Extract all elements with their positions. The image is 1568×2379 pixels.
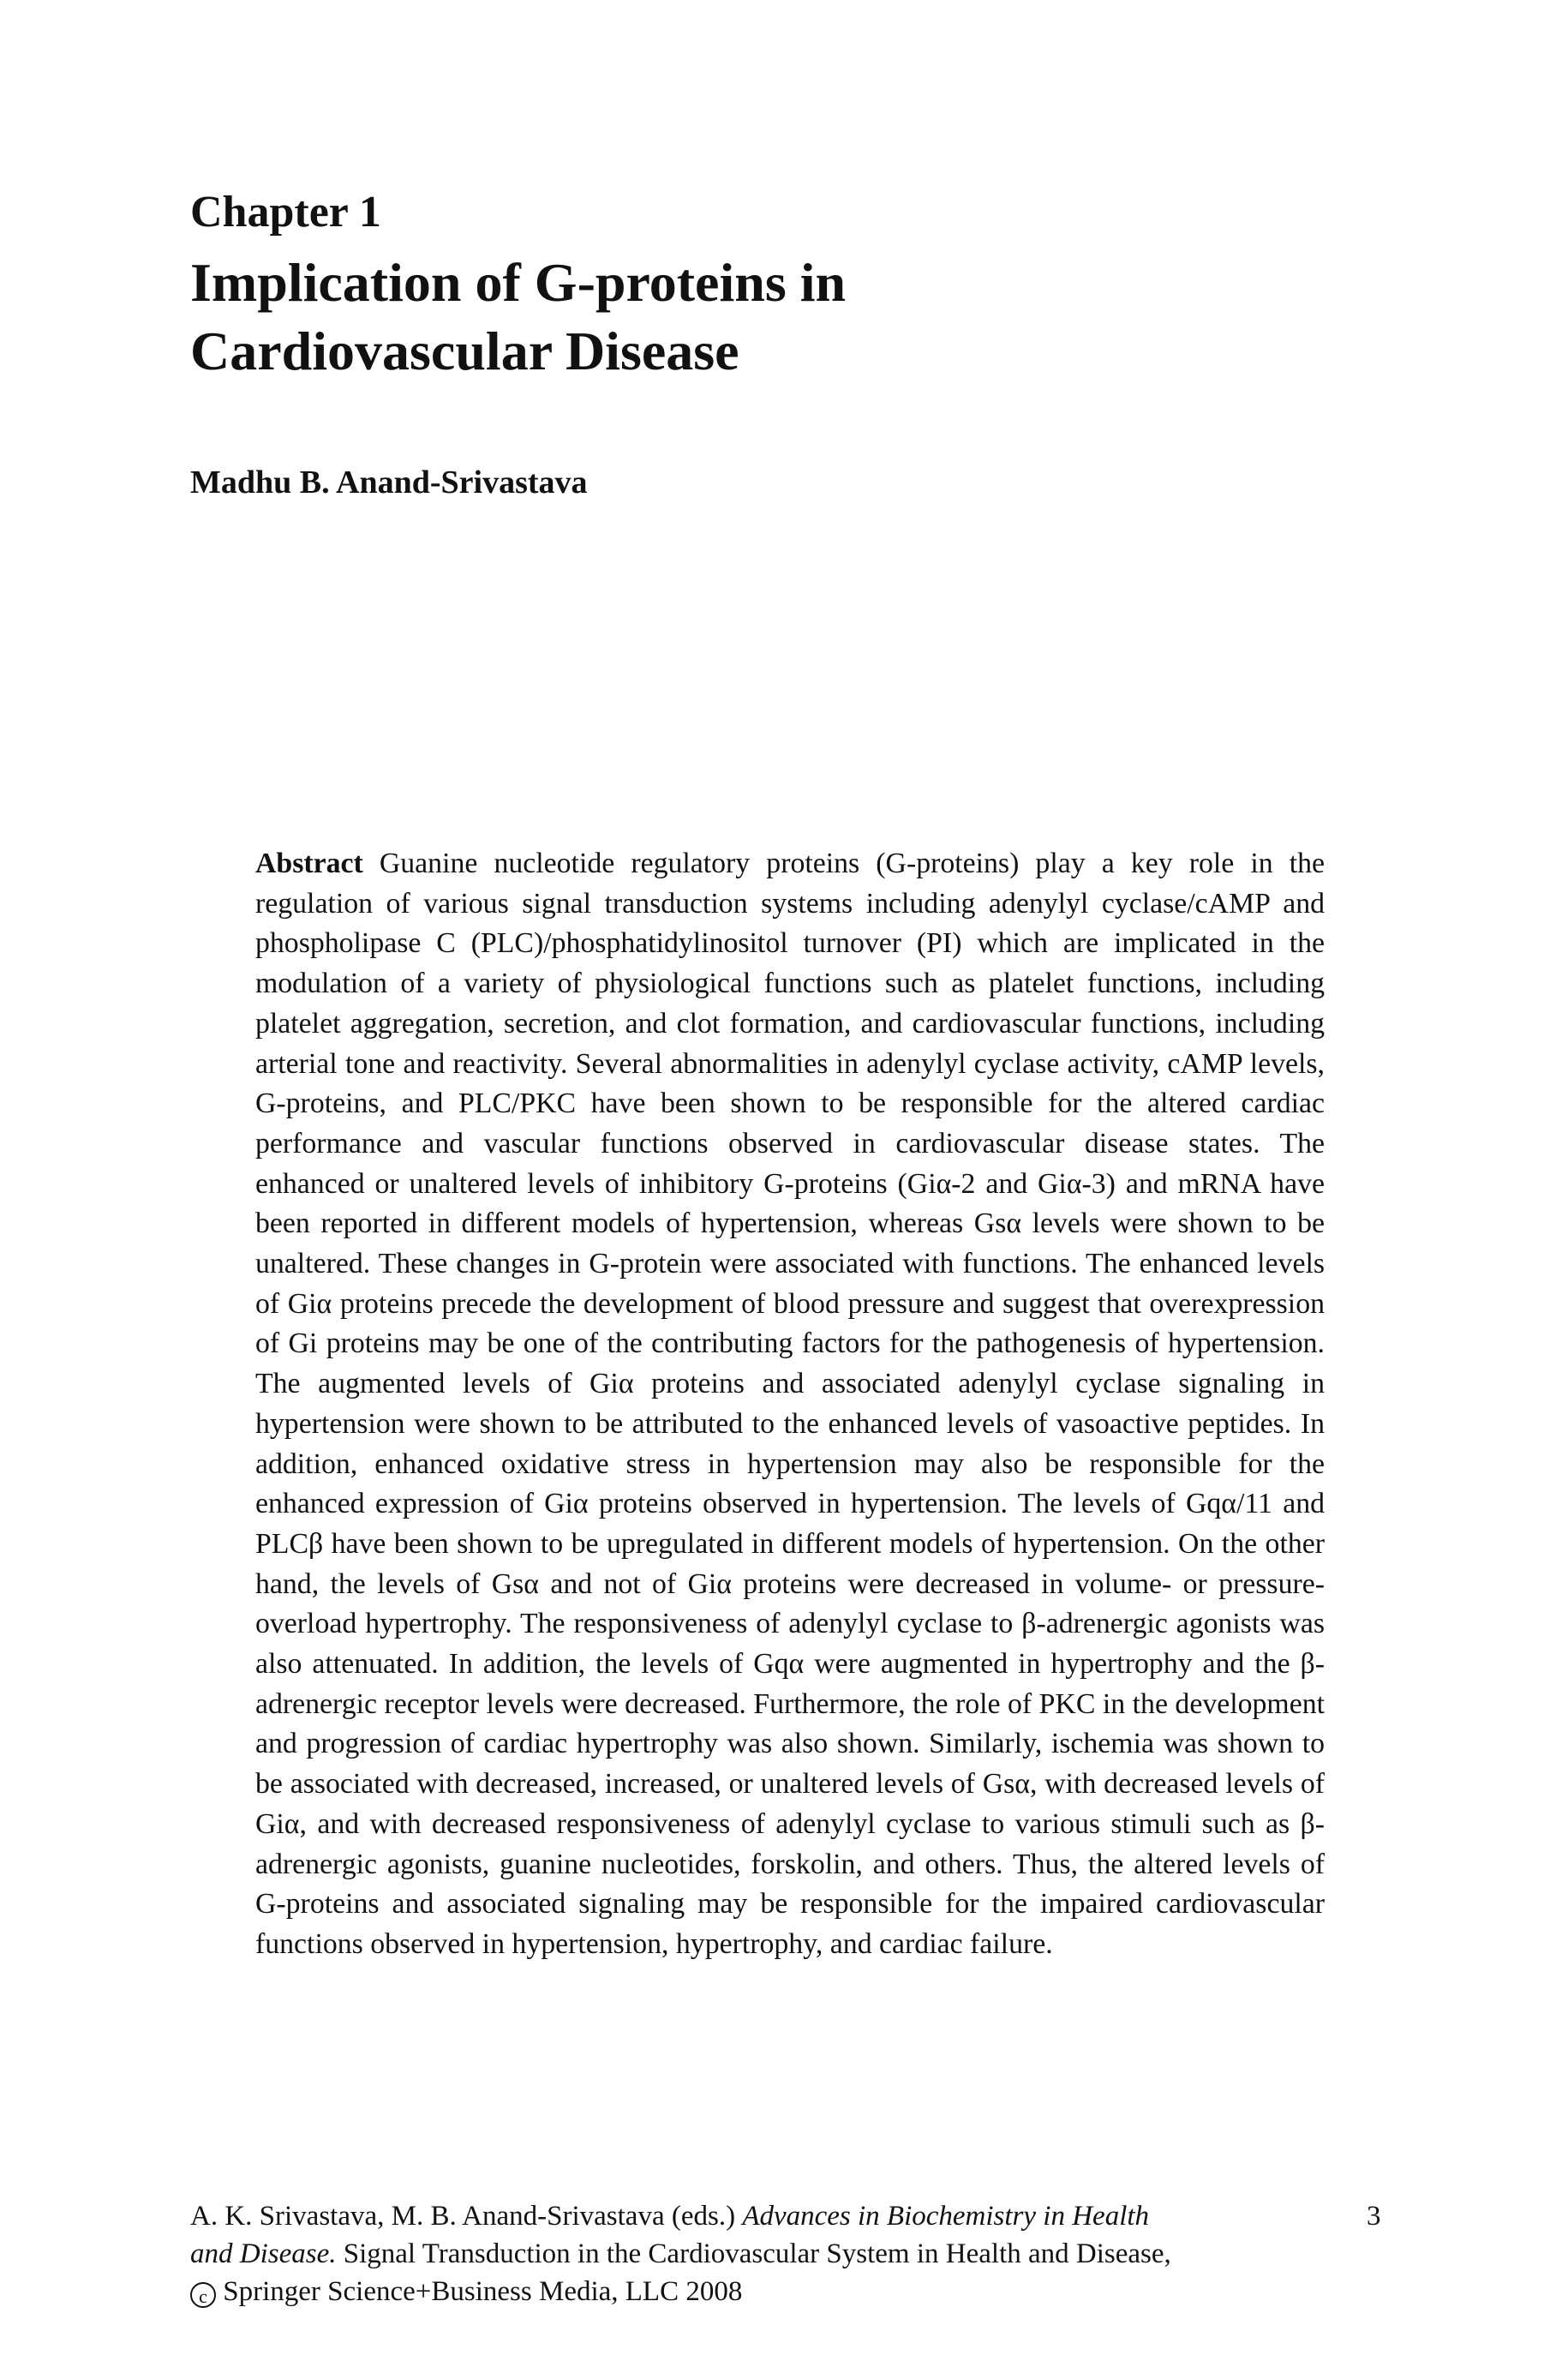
chapter-title: [190, 249, 1304, 386]
copyright-icon: c: [190, 2282, 216, 2308]
author-name: Madhu B. Anand-Srivastava: [190, 464, 588, 500]
chapter-label: Chapter 1: [190, 188, 381, 237]
chapter-title-line-1: Implication of G-proteins in: [190, 252, 847, 313]
footer-editors: A. K. Srivastava, M. B. Anand-Srivastava (eds.): [190, 2201, 736, 2232]
footer-series: Signal Transduction in the Cardiovascular System in Health and Disease,: [343, 2238, 1171, 2269]
abstract-text: Guanine nucleotide regulatory proteins (G-proteins) play a key role in the regulation of various signal transduction systems including adenylyl cyclase/cAMP and phospholipase C (PLC)/phosphatidylinositol turnover (PI) which are implicated in the modulation of a variety of physiological functions such as platelet functions, including platelet aggregation, secretion, and clot formation, and cardiovascular functions, including arterial tone and reactivity. Several abnormalities in adenylyl cyclase activity, cAMP levels, G-proteins, and PLC/PKC have been shown to be responsible for the altered cardiac performance and vascular functions observed in cardiovascular disease states. The enhanced or unaltered levels of inhibitory G-proteins (Giα-2 and Giα-3) and mRNA have been reported in different models of hypertension, whereas Gsα levels were shown to be unaltered. These changes in G-protein were associated with functions. The enhanced levels of Giα proteins precede the development of blood pressure and suggest that overexpression of Gi proteins may be one of the contributing factors for the pathogenesis of hypertension. The augmented levels of Giα proteins and associated adenylyl cyclase signaling in hypertension were shown to be attributed to the enhanced levels of vasoactive peptides. In addition, enhanced oxidative stress in hypertension may also be responsible for the enhanced expression of Giα proteins observed in hypertension. The levels of Gqα/11 and PLCβ have been shown to be upregulated in different models of hypertension. On the other hand, the levels of Gsα and not of Giα proteins were decreased in volume- or pressure-overload hypertrophy. The responsiveness of adenylyl cyclase to β-adrenergic agonists was also attenuated. In addition, the levels of Gqα were augmented in hypertrophy and the β-adrenergic receptor levels were decreased. Furthermore, the role of PKC in the development and progression of cardiac hypertrophy was also shown. Similarly, ischemia was shown to be associated with decreased, increased, or unaltered levels of Gsα, with decreased levels of Giα, and with decreased responsiveness of adenylyl cyclase to various stimuli such as β-adrenergic agonists, guanine nucleotides, forskolin, and others. Thus, the altered levels of G-proteins and associated signaling may be responsible for the impaired cardiovascular functions observed in hypertension, hypertrophy, and cardiac failure.: [255, 848, 1326, 1960]
footer-citation: [190, 2197, 1390, 2310]
page-number: 3: [1367, 2201, 1381, 2232]
footer-book-title-2: and Disease.: [190, 2238, 337, 2269]
footer-line-2: [190, 2235, 1390, 2273]
chapter-title-line-2: Cardiovascular Disease: [190, 321, 739, 381]
abstract-label: Abstract: [255, 848, 363, 879]
footer-book-title-1: Advances in Biochemistry in Health: [742, 2201, 1150, 2232]
abstract: [255, 844, 1325, 1965]
footer-publisher: Springer Science+Business Media, LLC 2008: [223, 2276, 743, 2307]
footer-line-1: [190, 2197, 1390, 2235]
footer-line-3: [190, 2273, 1390, 2310]
